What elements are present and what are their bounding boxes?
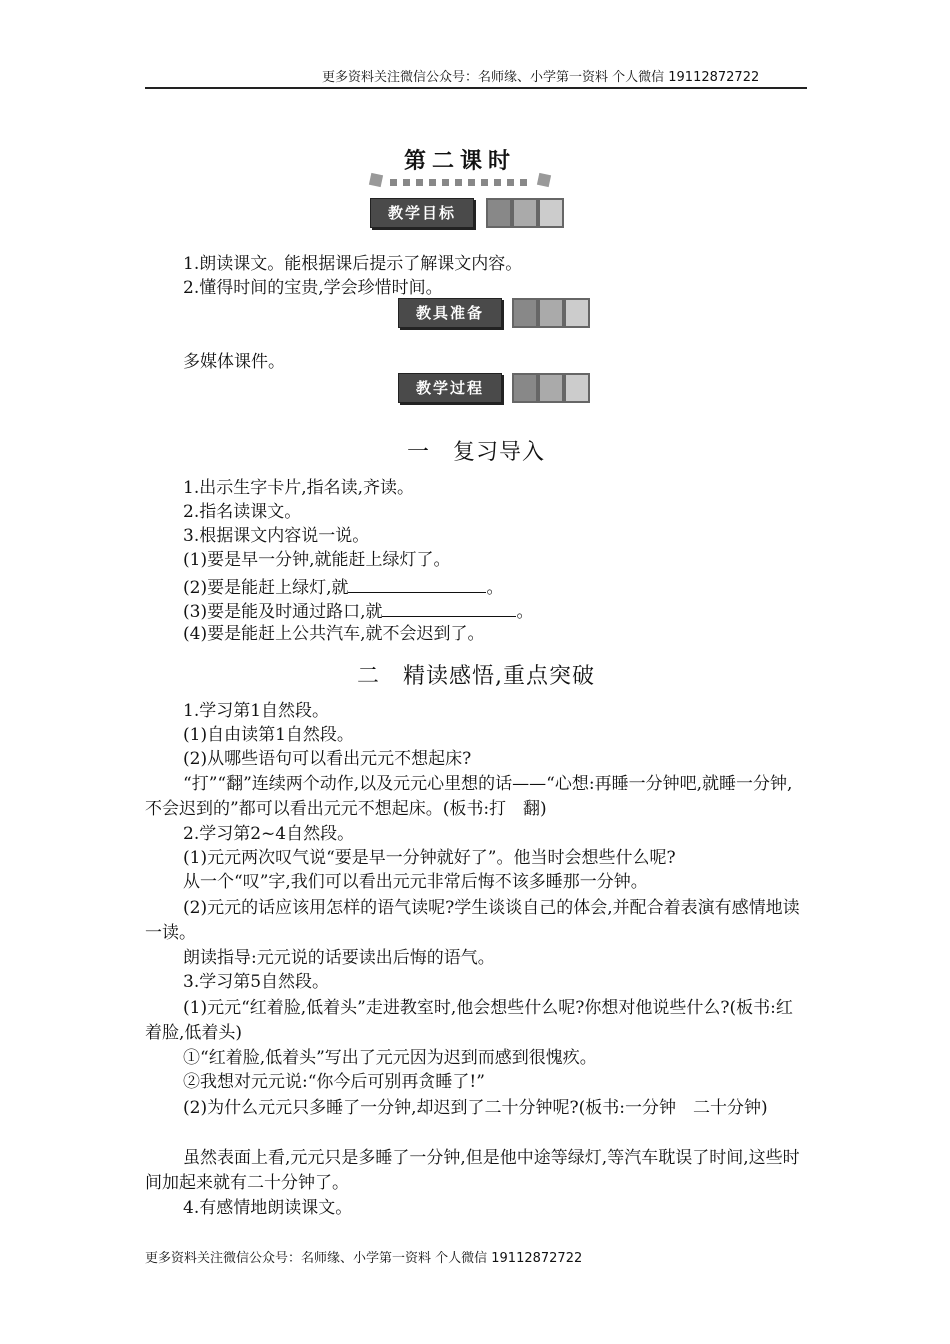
text-line: 1.学习第1自然段。 — [183, 701, 330, 721]
section-title: 二 精读感悟,重点突破 — [357, 664, 595, 689]
text-line: 3.学习第5自然段。 — [183, 972, 330, 992]
text-line: 从一个“叹”字,我们可以看出元元非常后悔不该多睡那一分钟。 — [183, 872, 648, 892]
text-line: (4)要是能赶上公共汽车,就不会迟到了。 — [183, 624, 485, 644]
text-line: (2)从哪些语句可以看出元元不想起床? — [183, 749, 472, 769]
paragraph: (1)元元“红着脸,低着头”走进教室时,他会想些什么呢?你想对他说些什么?(板书:红着脸,低着头) — [145, 998, 793, 1043]
text-line: ①“红着脸,低着头”写出了元元因为迟到而感到很愧疚。 — [183, 1048, 597, 1068]
page-footer: 更多资料关注微信公众号：名师缘、小学第一资料 个人微信 19112872722 — [145, 1251, 583, 1266]
text-line: 朗读指导:元元说的话要读出后悔的语气。 — [183, 948, 495, 968]
paragraph: 虽然表面上看,元元只是多睡了一分钟,但是他中途等绿灯,等汽车耽误了时间,这些时间加起来就有二十分钟了。 — [145, 1148, 800, 1193]
text-line: 3.根据课文内容说一说。 — [183, 526, 370, 546]
text-line: 4.有感情地朗读课文。 — [183, 1198, 353, 1218]
page-header: 更多资料关注微信公众号：名师缘、小学第一资料 个人微信 19112872722 — [322, 70, 760, 85]
goals-label: 教学目标 — [370, 198, 474, 228]
title-decoration — [370, 174, 552, 188]
blank-suffix: 。 — [486, 578, 504, 598]
goal-item: 2.懂得时间的宝贵,学会珍惜时间。 — [183, 278, 443, 298]
process-label-block — [398, 373, 608, 403]
answer-blank — [348, 574, 486, 593]
tools-label-block — [398, 298, 608, 328]
answer-blank — [382, 598, 516, 617]
text-line: ②我想对元元说:“你今后可别再贪睡了!” — [183, 1072, 485, 1092]
blank-suffix: 。 — [516, 602, 534, 622]
section-title: 一 复习导入 — [406, 440, 545, 465]
tools-text: 多媒体课件。 — [183, 352, 285, 372]
text-line: (1)元元两次叹气说“要是早一分钟就好了”。他当时会想些什么呢? — [183, 848, 676, 868]
blank-prefix: (2)要是能赶上绿灯,就 — [183, 578, 349, 598]
paragraph: (2)为什么元元只多睡了一分钟,却迟到了二十分钟呢?(板书:一分钟 二十分钟) — [183, 1098, 768, 1118]
paragraph: (2)元元的话应该用怎样的语气读呢?学生谈谈自己的体会,并配合着表演有感情地读一读。 — [145, 898, 800, 943]
blank-prefix: (3)要是能及时通过路口,就 — [183, 602, 383, 622]
lesson-title: 第二课时 — [403, 149, 516, 174]
fill-blank-line — [183, 598, 533, 624]
text-line: (1)要是早一分钟,就能赶上绿灯了。 — [183, 550, 451, 570]
header-rule — [145, 87, 807, 89]
text-line: 2.指名读课文。 — [183, 502, 302, 522]
text-line: (1)自由读第1自然段。 — [183, 725, 354, 745]
fill-blank-line — [183, 574, 503, 600]
paragraph: “打”“翻”连续两个动作,以及元元心里想的话——“心想:再睡一分钟吧,就睡一分钟,不会迟到的”都可以看出元元不想起床。(板书:打 翻) — [145, 774, 793, 819]
goals-label-block — [370, 198, 580, 228]
goal-item: 1.朗读课文。能根据课后提示了解课文内容。 — [183, 254, 523, 274]
text-line: 1.出示生字卡片,指名读,齐读。 — [183, 478, 415, 498]
process-label: 教学过程 — [398, 373, 502, 403]
tools-label: 教具准备 — [398, 298, 502, 328]
text-line: 2.学习第2~4自然段。 — [183, 824, 355, 844]
